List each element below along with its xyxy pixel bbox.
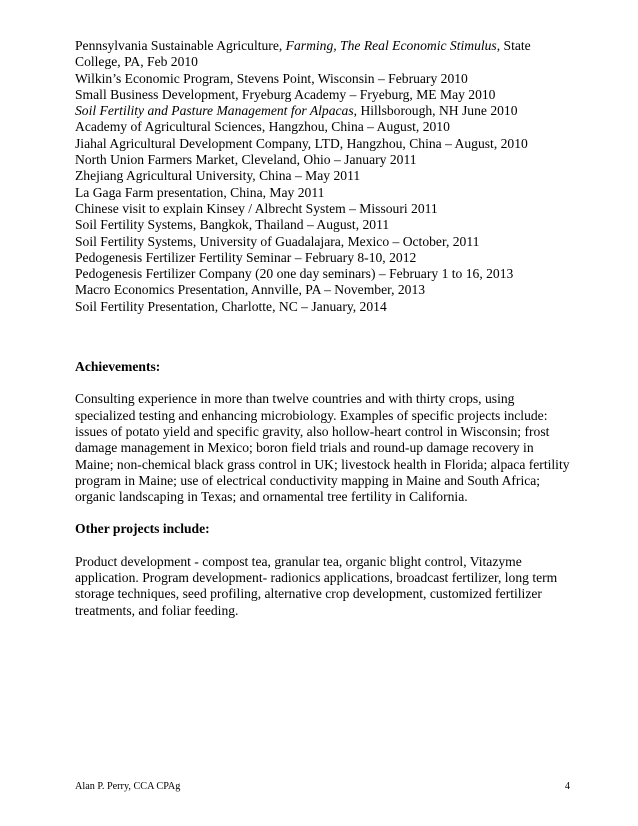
entry-text: Jiahal Agricultural Development Company, LTD, Hangzhou, China – August, 2010 (75, 135, 528, 151)
list-item (75, 119, 575, 135)
entry-text: Macro Economics Presentation, Annville, PA – November, 2013 (75, 282, 426, 298)
list-item (75, 299, 575, 315)
paragraph-gap (75, 505, 575, 521)
page-footer (75, 781, 570, 793)
paragraph-gap (75, 538, 575, 554)
footer-author: Alan P. Perry, CCA CPAg (75, 781, 181, 792)
achievements-heading: Achievements: (75, 359, 161, 375)
entry-text: Soil Fertility Presentation, Charlotte, NC – January, 2014 (75, 298, 387, 314)
entry-text: Pennsylvania Sustainable Agriculture, (75, 38, 286, 53)
entry-text: Soil Fertility Systems, Bangkok, Thailand – August, 2011 (75, 217, 390, 233)
entry-text: Academy of Agricultural Sciences, Hangzhou, China – August, 2010 (75, 119, 450, 135)
list-item (75, 282, 575, 298)
list-item (75, 250, 575, 266)
list-item (75, 217, 575, 233)
list-item (75, 201, 575, 217)
list-item (75, 152, 575, 168)
entry-text: Wilkin’s Economic Program, Stevens Point, Wisconsin – February 2010 (75, 70, 468, 86)
presentation-list (75, 38, 575, 315)
list-item (75, 71, 575, 87)
entry-text: Zhejiang Agricultural University, China – May 2011 (75, 168, 361, 184)
entry-text: Small Business Development, Fryeburg Academy – Fryeburg, ME May 2010 (75, 86, 496, 102)
entry-text: , Hillsborough, NH June 2010 (353, 103, 518, 119)
entry-text: Pedogenesis Fertilizer Company (20 one day seminars) – February 1 to 16, 2013 (75, 266, 514, 282)
list-item (75, 136, 575, 152)
other-projects-heading: Other projects include: (75, 521, 210, 537)
entry-text: , State College, PA, Feb 2010 (75, 38, 531, 70)
entry-text: North Union Farmers Market, Cleveland, Ohio – January 2011 (75, 152, 417, 168)
other-projects-paragraph: Product development - compost tea, granular tea, organic blight control, Vitazyme application. Program development- radionics applications, broadcast fertilizer, long term storage techniques, seed profiling, alternative crop development, customized fertilizer treatments, and foliar feeding. (75, 553, 558, 618)
entry-title-italic: Farming, The Real Economic Stimulus (285, 38, 497, 53)
entry-text: Chinese visit to explain Kinsey / Albrecht System – Missouri 2011 (75, 200, 438, 216)
list-item (75, 38, 575, 71)
page-number: 4 (564, 781, 570, 792)
list-item (75, 103, 575, 119)
achievements-paragraph: Consulting experience in more than twelve countries and with thirty crops, using specialized testing and enhancing microbiology. Examples of specific projects include: issues of potato yield and specific gravity, also hollow-heart control in Wisconsin; frost damage management in Mexico; boron field trials and round-up damage recovery in Maine; non-chemical black grass control in UK; livestock health in Florida; alpaca fertility program in Maine; use of electrical conductivity mapping in Maine and South Africa; organic landscaping in Texas; and ornamental tree fertility in California. (75, 391, 570, 505)
list-item (75, 87, 575, 103)
page-content (75, 38, 575, 619)
section-spacer (75, 315, 575, 359)
list-item (75, 234, 575, 250)
list-item (75, 185, 575, 201)
entry-text: Pedogenesis Fertilizer Fertility Seminar – February 8-10, 2012 (75, 249, 417, 265)
entry-title-italic: Soil Fertility and Pasture Management for Alpacas (75, 103, 354, 119)
entry-text: La Gaga Farm presentation, China, May 2011 (75, 184, 325, 200)
paragraph-gap (75, 375, 575, 391)
entry-text: Soil Fertility Systems, University of Guadalajara, Mexico – October, 2011 (75, 233, 480, 249)
list-item (75, 266, 575, 282)
list-item (75, 168, 575, 184)
